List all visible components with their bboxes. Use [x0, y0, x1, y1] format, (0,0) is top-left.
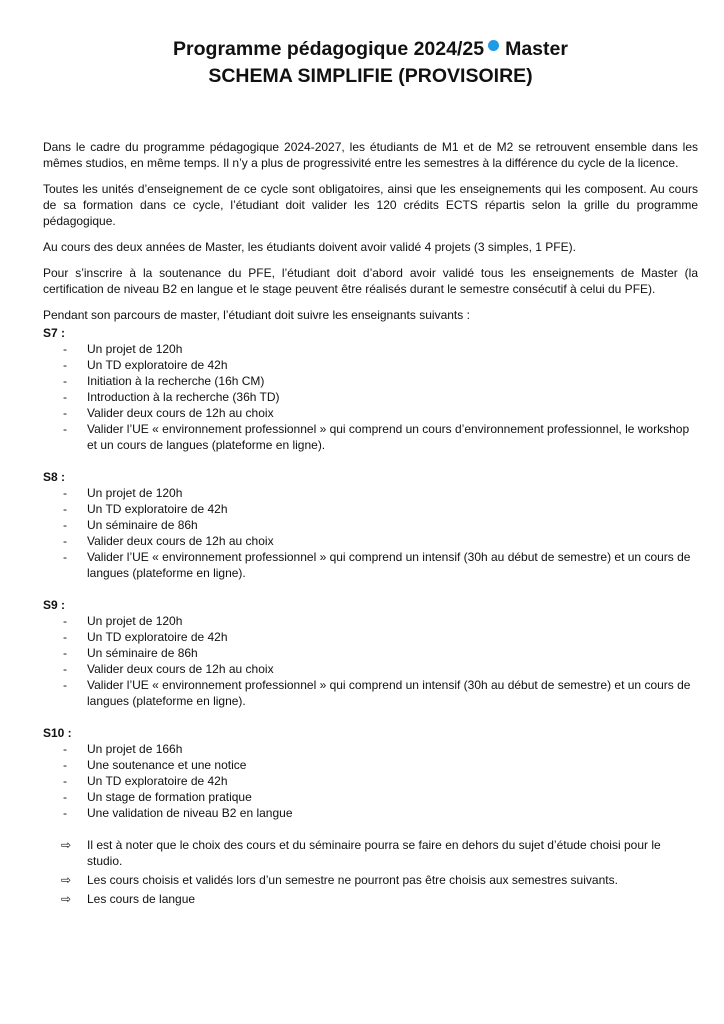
- list-item-text: Un TD exploratoire de 42h: [87, 358, 228, 372]
- semester-label: S7 :: [43, 326, 66, 340]
- list-item: [43, 805, 698, 821]
- arrow-right-icon: ⇨: [61, 892, 72, 906]
- note-text: Il est à noter que le choix des cours et du séminaire pourra se faire en dehors du sujet d’étude choisi pour le studio.: [87, 838, 661, 868]
- list-item: [43, 613, 698, 629]
- list-item: [43, 789, 698, 805]
- title-line-1: Programme pédagogique 2024/25: [173, 38, 485, 60]
- dash-bullet-icon: -: [63, 502, 67, 516]
- semester-label: S10 :: [43, 726, 72, 740]
- list-item-text: Valider l’UE « environnement professionnel » qui comprend un intensif (30h au début de semestre) et un cours de langues (plateforme en ligne).: [87, 678, 691, 708]
- dash-bullet-icon: -: [63, 790, 67, 804]
- intro-paragraph: Dans le cadre du programme pédagogique 2024-2027, les étudiants de M1 et de M2 se retrouvent ensemble dans les mêmes studios, en même temps. Il n’y a plus de progressivité entre les semestres à la différence du cycle de la licence.: [43, 140, 698, 170]
- list-item-text: Un projet de 166h: [87, 742, 183, 756]
- dash-bullet-icon: -: [63, 422, 67, 436]
- semester-block: [43, 469, 698, 581]
- arrow-right-icon: ⇨: [61, 838, 72, 852]
- intro-section: [43, 139, 698, 323]
- semester-list: [43, 325, 698, 821]
- list-item: [43, 741, 698, 757]
- list-item-text: Un séminaire de 86h: [87, 518, 198, 532]
- intro-paragraph: Pour s’inscrire à la soutenance du PFE, l’étudiant doit d’abord avoir validé tous les enseignements de Master (la certification de niveau B2 en langue et le stage peuvent être réalisés durant le semestre consécutif à celui du PFE).: [43, 266, 698, 296]
- dash-bullet-icon: -: [63, 486, 67, 500]
- arrow-right-icon: ⇨: [61, 873, 72, 887]
- list-item: [43, 661, 698, 677]
- course-list: [43, 341, 698, 453]
- list-item: [43, 357, 698, 373]
- dash-bullet-icon: -: [63, 374, 67, 388]
- list-item-text: Un TD exploratoire de 42h: [87, 502, 228, 516]
- list-item-text: Un séminaire de 86h: [87, 646, 198, 660]
- list-item: [43, 645, 698, 661]
- list-item: [43, 421, 698, 453]
- dash-bullet-icon: -: [63, 662, 67, 676]
- list-item: [43, 341, 698, 357]
- dash-bullet-icon: -: [63, 342, 67, 356]
- list-item: [43, 373, 698, 389]
- list-item-text: Un TD exploratoire de 42h: [87, 630, 228, 644]
- note-item: [43, 872, 698, 888]
- list-item: [43, 517, 698, 533]
- list-item: [43, 405, 698, 421]
- dash-bullet-icon: -: [63, 518, 67, 532]
- list-item-text: Valider deux cours de 12h au choix: [87, 534, 274, 548]
- list-item-text: Initiation à la recherche (16h CM): [87, 374, 265, 388]
- dash-bullet-icon: -: [63, 678, 67, 692]
- list-item-text: Introduction à la recherche (36h TD): [87, 390, 280, 404]
- dash-bullet-icon: -: [63, 806, 67, 820]
- list-item: [43, 629, 698, 645]
- list-item-text: Valider l’UE « environnement professionnel » qui comprend un cours d’environnement professionnel, le workshop et un cours de langues (plateforme en ligne).: [87, 422, 690, 452]
- semester-block: [43, 725, 698, 821]
- list-item-text: Un stage de formation pratique: [87, 790, 252, 804]
- semester-block: [43, 325, 698, 453]
- title-master: Master: [505, 38, 568, 60]
- dash-bullet-icon: -: [63, 774, 67, 788]
- list-item-text: Un TD exploratoire de 42h: [87, 774, 228, 788]
- list-item-text: Valider deux cours de 12h au choix: [87, 406, 274, 420]
- list-item: [43, 757, 698, 773]
- list-item-text: Une validation de niveau B2 en langue: [87, 806, 293, 820]
- dash-bullet-icon: -: [63, 406, 67, 420]
- semester-label: S8 :: [43, 470, 66, 484]
- note-text: Les cours choisis et validés lors d’un semestre ne pourront pas être choisis aux semestres suivants.: [87, 873, 618, 887]
- dash-bullet-icon: -: [63, 614, 67, 628]
- list-item-text: Valider deux cours de 12h au choix: [87, 662, 274, 676]
- semester-label: S9 :: [43, 598, 66, 612]
- dash-bullet-icon: -: [63, 758, 67, 772]
- list-item-text: Un projet de 120h: [87, 486, 183, 500]
- dash-bullet-icon: -: [63, 630, 67, 644]
- list-item: [43, 389, 698, 405]
- list-item-text: Un projet de 120h: [87, 342, 183, 356]
- title-line-2: SCHEMA SIMPLIFIE (PROVISOIRE): [208, 65, 533, 87]
- notes-list: [43, 837, 698, 907]
- intro-paragraph: Pendant son parcours de master, l’étudiant doit suivre les enseignants suivants :: [43, 308, 470, 322]
- list-item-text: Une soutenance et une notice: [87, 758, 247, 772]
- note-text: Les cours de langue: [87, 892, 196, 906]
- list-item: [43, 773, 698, 789]
- list-item: [43, 501, 698, 517]
- dash-bullet-icon: -: [63, 534, 67, 548]
- blue-dot-icon: [488, 40, 499, 51]
- course-list: [43, 613, 698, 709]
- course-list: [43, 741, 698, 821]
- list-item: [43, 549, 698, 581]
- note-item: [43, 891, 698, 907]
- dash-bullet-icon: -: [63, 550, 67, 564]
- intro-paragraph: Au cours des deux années de Master, les étudiants doivent avoir validé 4 projets (3 simples, 1 PFE).: [43, 240, 576, 254]
- dash-bullet-icon: -: [63, 390, 67, 404]
- list-item-text: Un projet de 120h: [87, 614, 183, 628]
- dash-bullet-icon: -: [63, 742, 67, 756]
- list-item: [43, 677, 698, 709]
- page-title: [43, 36, 698, 90]
- list-item: [43, 533, 698, 549]
- intro-paragraph: Toutes les unités d’enseignement de ce cycle sont obligatoires, ainsi que les enseignements qui les composent. Au cours de sa formation dans ce cycle, l’étudiant doit valider les 120 crédits ECTS répartis selon la grille du programme pédagogique.: [43, 182, 698, 228]
- list-item-text: Valider l’UE « environnement professionnel » qui comprend un intensif (30h au début de semestre) et un cours de langues (plateforme en ligne).: [87, 550, 691, 580]
- course-list: [43, 485, 698, 581]
- semester-block: [43, 597, 698, 709]
- list-item: [43, 485, 698, 501]
- dash-bullet-icon: -: [63, 646, 67, 660]
- note-item: [43, 837, 698, 869]
- dash-bullet-icon: -: [63, 358, 67, 372]
